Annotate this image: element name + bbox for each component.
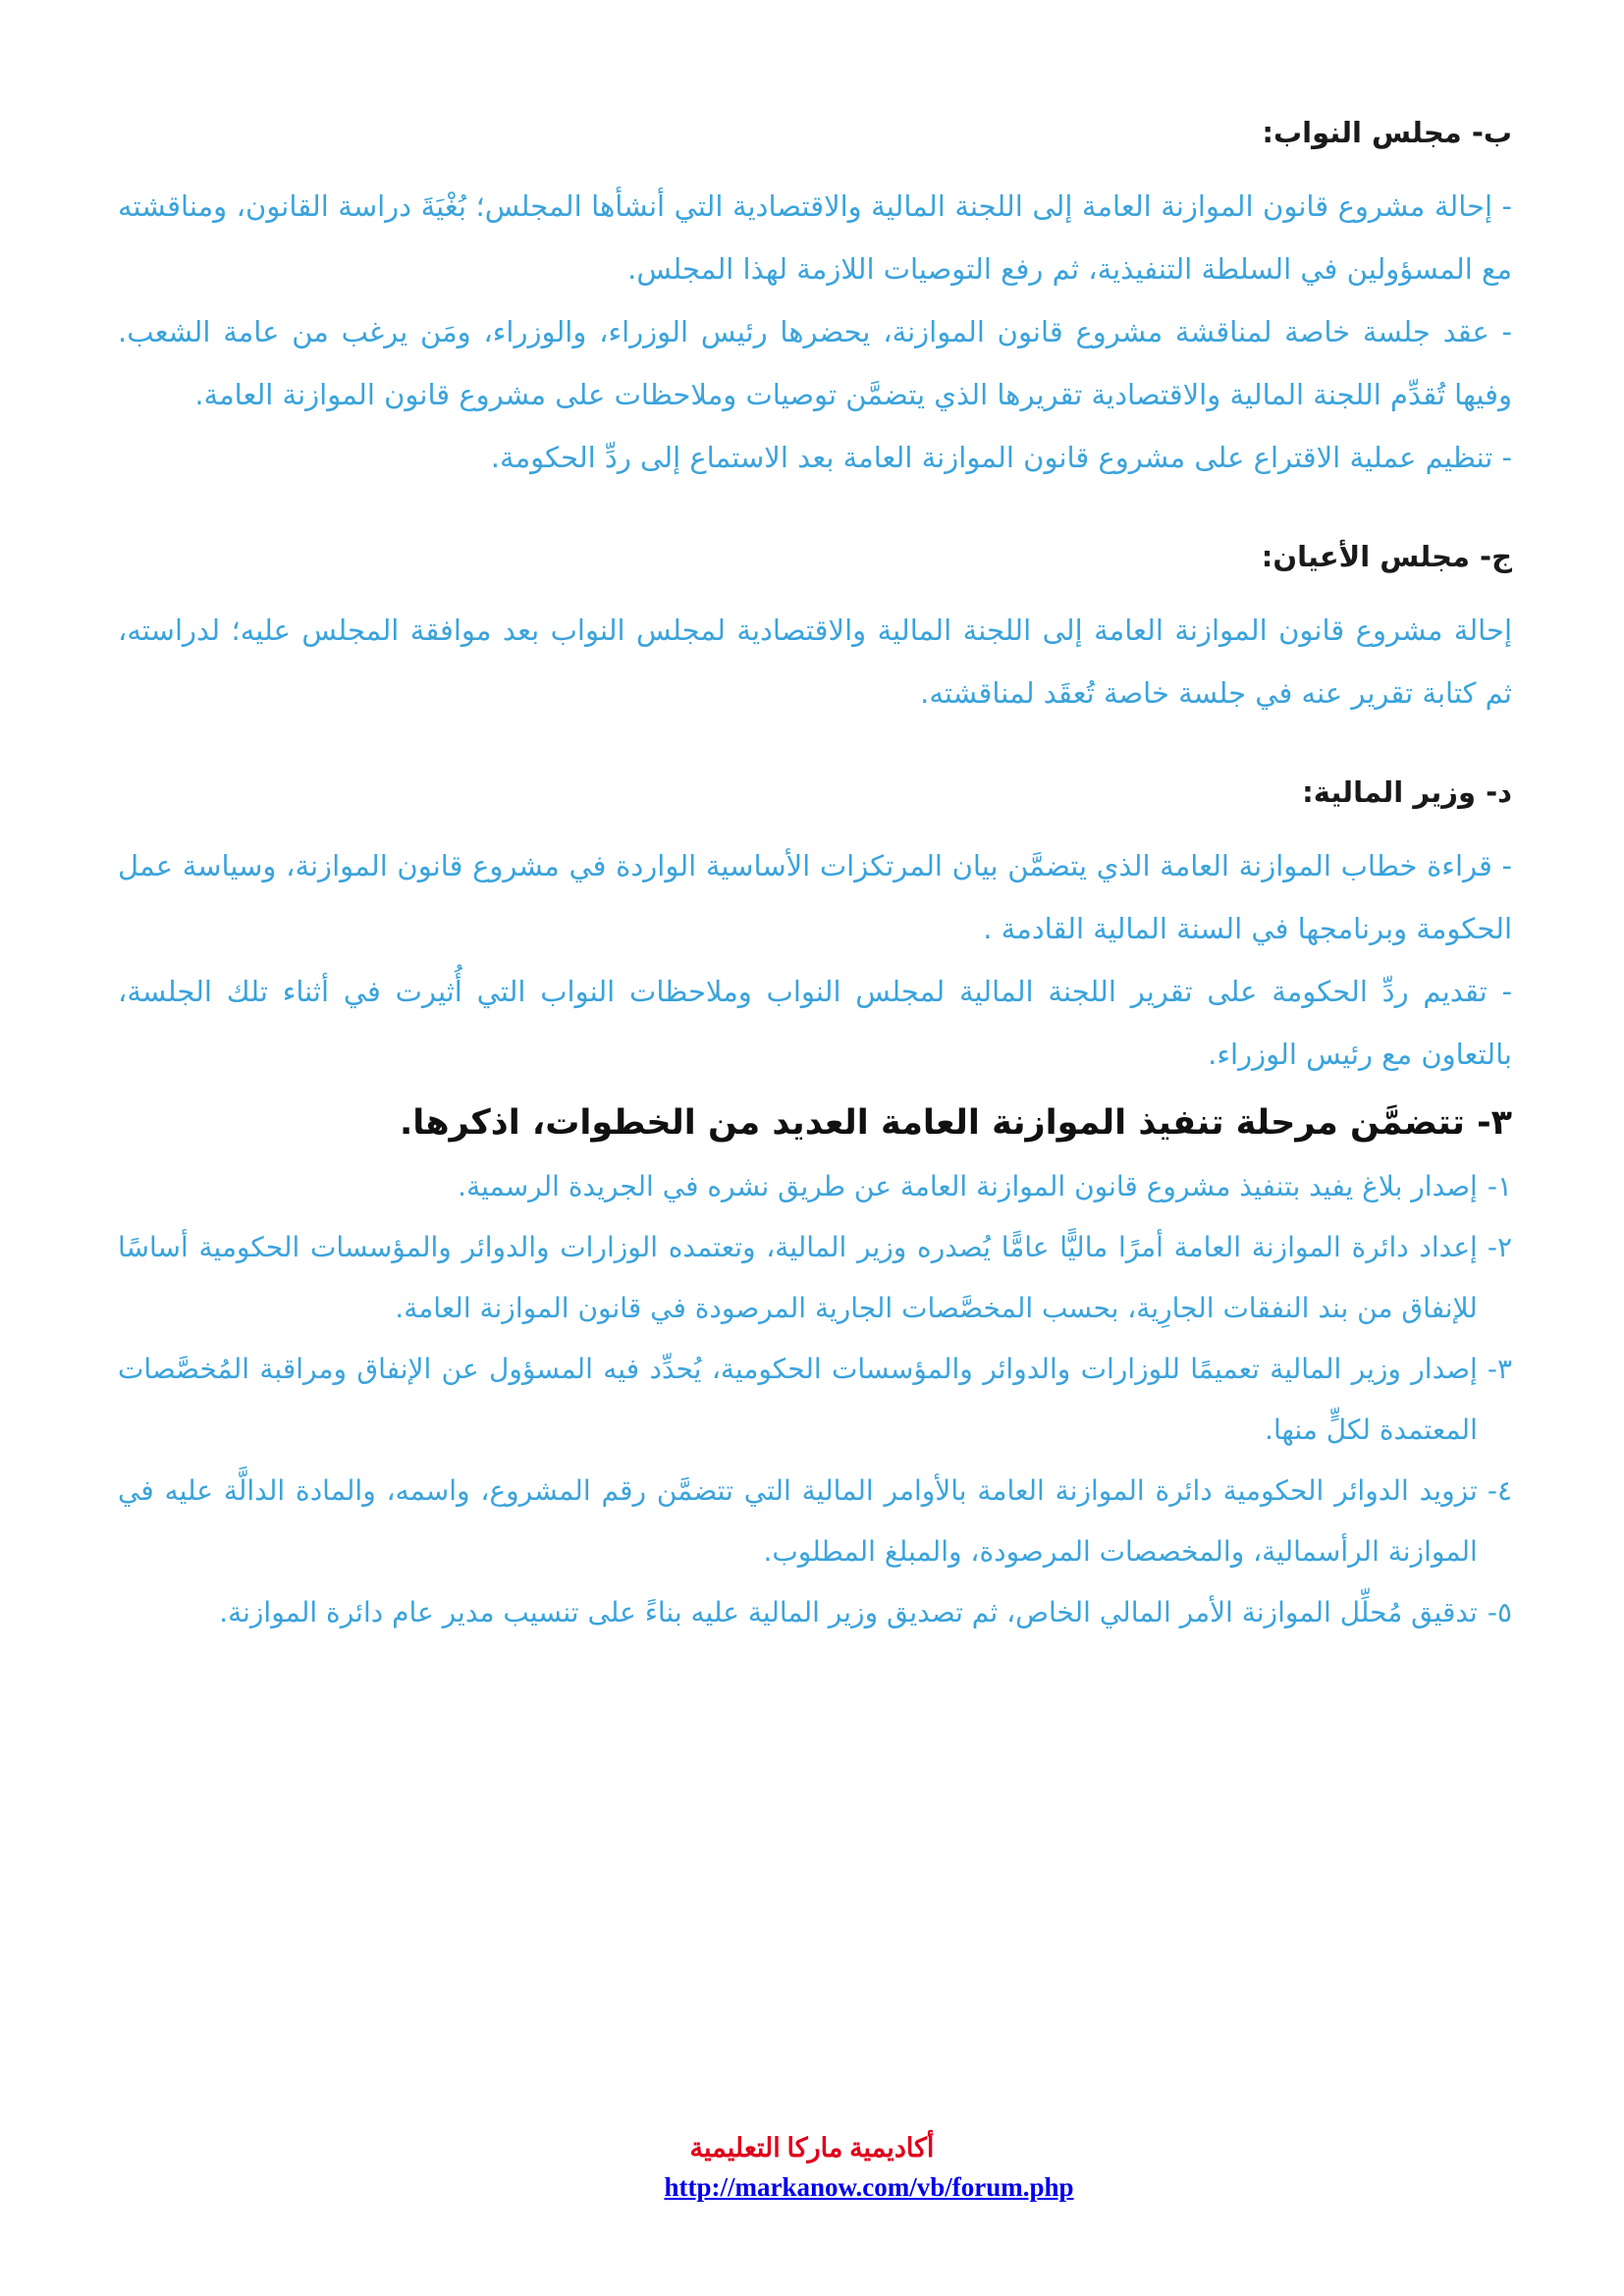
section-d — [118, 768, 1512, 1086]
section-b-paragraph: - إحالة مشروع قانون الموازنة العامة إلى اللجنة المالية والاقتصادية التي أنشأها المجلس؛ بُغْيَةَ دراسة القانون، ومناقشته مع المسؤولين في السلطة التنفيذية، ثم رفع التوصيات اللازمة لهذا المجلس. — [118, 189, 1512, 286]
list-item — [118, 1582, 1512, 1643]
footer-title: أكاديمية ماركا التعليمية — [689, 2133, 935, 2163]
section-b-paragraph: - عقد جلسة خاصة لمناقشة مشروع قانون الموازنة، يحضرها رئيس الوزراء، والوزراء، ومَن يرغب من عامة الشعب. وفيها تُقدِّم اللجنة المالية والاقتصادية تقريرها الذي يتضمَّن توصيات وملاحظات على مشروع قانون الموازنة العامة. — [118, 315, 1512, 411]
list-item-text: تدقيق مُحلِّل الموازنة الأمر المالي الخاص، ثم تصديق وزير المالية عليه بناءً على تنسيب مدير عام دائرة الموازنة. — [219, 1596, 1478, 1629]
document-page — [118, 108, 1512, 1686]
list-item-number: ٢- — [1487, 1231, 1512, 1263]
list-item — [118, 1217, 1512, 1339]
section-d-heading: د- وزير المالية: — [1302, 775, 1512, 809]
section-c — [118, 532, 1512, 724]
section-d-paragraph: - تقديم ردِّ الحكومة على تقرير اللجنة المالية لمجلس النواب وملاحظات النواب التي أُثيرت في أثناء تلك الجلسة، بالتعاون مع رئيس الوزراء. — [118, 975, 1512, 1071]
list-item-number: ١- — [1487, 1170, 1512, 1202]
list-item — [118, 1339, 1512, 1461]
section-b — [118, 108, 1512, 489]
list-item-text: تزويد الدوائر الحكومية دائرة الموازنة العامة بالأوامر المالية التي تتضمَّن رقم المشروع، واسمه، والمادة الدالَّة عليه في الموازنة الرأسمالية، والمخصصات المرصودة، والمبلغ المطلوب. — [118, 1474, 1478, 1568]
section-b-heading: ب- مجلس النواب: — [1262, 116, 1512, 149]
section-c-paragraph: إحالة مشروع قانون الموازنة العامة إلى اللجنة المالية والاقتصادية لمجلس النواب بعد موافقة المجلس عليه؛ لدراسته، ثم كتابة تقرير عنه في جلسة خاصة تُعقَد لمناقشته. — [118, 614, 1512, 710]
list-item-number: ٤- — [1487, 1474, 1512, 1507]
list-item — [118, 1156, 1512, 1217]
section-c-heading: ج- مجلس الأعيان: — [1261, 540, 1512, 573]
section-d-paragraph: - قراءة خطاب الموازنة العامة الذي يتضمَّن بيان المرتكزات الأساسية الواردة في مشروع قانون الموازنة، وسياسة عمل الحكومة وبرنامجها في السنة المالية القادمة . — [118, 849, 1512, 945]
page-footer — [0, 2128, 1624, 2207]
list-item — [118, 1461, 1512, 1582]
question-3-heading: ٣- تتضمَّن مرحلة تنفيذ الموازنة العامة العديد من الخطوات، اذكرها. — [399, 1103, 1512, 1143]
list-item-number: ٣- — [1487, 1353, 1512, 1385]
question-3 — [118, 1095, 1512, 1643]
list-item-number: ٥- — [1487, 1596, 1512, 1629]
list-item-text: إصدار وزير المالية تعميمًا للوزارات والدوائر والمؤسسات الحكومية، يُحدِّد فيه المسؤول عن الإنفاق ومراقبة المُخصَّصات المعتمدة لكلٍّ منها. — [118, 1353, 1478, 1446]
list-item-text: إعداد دائرة الموازنة العامة أمرًا ماليًّا عامًّا يُصدره وزير المالية، وتعتمده الوزارات والدوائر والمؤسسات الحكومية أساسًا للإنفاق من بند النفقات الجارِية، بحسب المخصَّصات الجارية المرصودة في قانون الموازنة العامة. — [118, 1231, 1478, 1324]
footer-link[interactable]: http://markanow.com/vb/forum.php — [664, 2172, 1074, 2202]
list-item-text: إصدار بلاغ يفيد بتنفيذ مشروع قانون الموازنة العامة عن طريق نشره في الجريدة الرسمية. — [458, 1170, 1478, 1202]
section-b-paragraph: - تنظيم عملية الاقتراع على مشروع قانون الموازنة العامة بعد الاستماع إلى ردِّ الحكومة. — [490, 441, 1512, 474]
